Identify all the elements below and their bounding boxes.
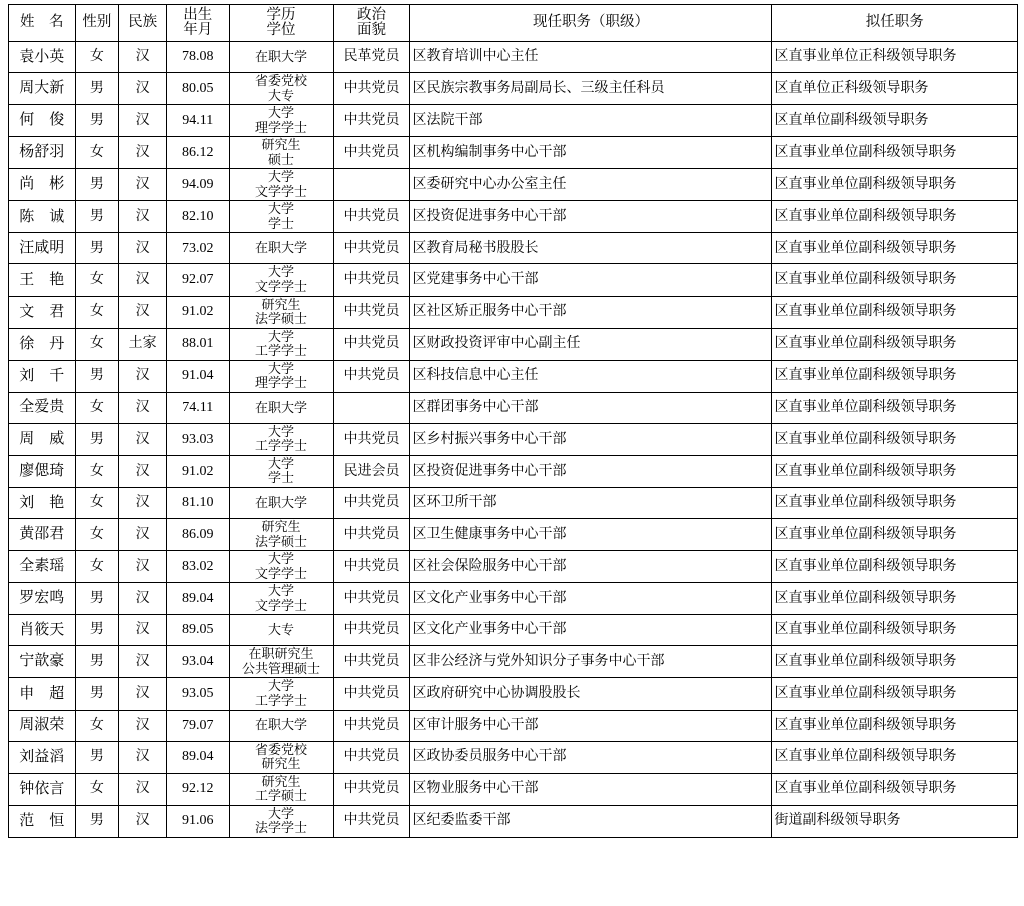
cell-sex: 男 <box>75 360 119 392</box>
cell-sex: 男 <box>75 423 119 455</box>
cell-name: 徐 丹 <box>9 328 76 360</box>
cell-birth-date: 94.09 <box>167 169 229 201</box>
cell-birth-date: 78.08 <box>167 42 229 73</box>
cell-current-position: 区政府研究中心协调股股长 <box>410 678 772 710</box>
cadre-appointment-table <box>8 4 1018 838</box>
header-line: 政治 <box>357 6 386 23</box>
cell-proposed-position: 区直事业单位副科级领导职务 <box>772 678 1018 710</box>
cell-ethnicity: 汉 <box>119 392 167 423</box>
table-row <box>9 201 1018 233</box>
table-header <box>9 5 1018 42</box>
table-row <box>9 455 1018 487</box>
cell-ethnicity: 汉 <box>119 423 167 455</box>
cell-name: 全爱贵 <box>9 392 76 423</box>
cell-sex: 女 <box>75 137 119 169</box>
cell-education <box>229 105 333 137</box>
cell-proposed-position: 区直事业单位副科级领导职务 <box>772 392 1018 423</box>
cell-birth-date: 83.02 <box>167 551 229 583</box>
cell-political-status: 中共党员 <box>333 583 410 615</box>
cell-current-position: 区环卫所干部 <box>410 488 772 519</box>
cell-proposed-position: 区直事业单位副科级领导职务 <box>772 328 1018 360</box>
cell-birth-date: 74.11 <box>167 392 229 423</box>
cell-name: 尚 彬 <box>9 169 76 201</box>
cell-name: 黄邵君 <box>9 519 76 551</box>
cell-ethnicity: 汉 <box>119 455 167 487</box>
education-line: 大学 <box>268 455 295 471</box>
header-line: 年月 <box>183 22 213 38</box>
cell-political-status: 中共党员 <box>333 678 410 710</box>
cell-sex: 男 <box>75 615 119 646</box>
cell-birth-date: 79.07 <box>167 710 229 741</box>
cell-current-position: 区财政投资评审中心副主任 <box>410 328 772 360</box>
cell-birth-date: 91.02 <box>167 296 229 328</box>
education-line: 大学 <box>268 678 295 694</box>
cell-sex: 女 <box>75 392 119 423</box>
cell-proposed-position: 区直事业单位副科级领导职务 <box>772 710 1018 741</box>
table-row <box>9 360 1018 392</box>
education-line: 学士 <box>268 470 295 486</box>
education-line: 理学学士 <box>255 375 308 391</box>
cell-birth-date: 89.04 <box>167 583 229 615</box>
cell-political-status: 中共党员 <box>333 615 410 646</box>
cell-proposed-position: 区直事业单位副科级领导职务 <box>772 360 1018 392</box>
education-line: 大学 <box>268 583 295 599</box>
cell-education <box>229 328 333 360</box>
cell-current-position: 区党建事务中心干部 <box>410 264 772 296</box>
cell-birth-date: 91.04 <box>167 360 229 392</box>
cell-sex: 女 <box>75 296 119 328</box>
education-line: 在职大学 <box>255 399 308 415</box>
cell-name: 袁小英 <box>9 42 76 73</box>
cell-name: 汪咸明 <box>9 233 76 264</box>
cell-education <box>229 73 333 105</box>
cell-current-position: 区投资促进事务中心干部 <box>410 201 772 233</box>
cell-current-position: 区乡村振兴事务中心干部 <box>410 423 772 455</box>
cell-proposed-position: 区直事业单位副科级领导职务 <box>772 646 1018 678</box>
education-line: 大学 <box>268 551 295 567</box>
cell-proposed-position: 区直事业单位副科级领导职务 <box>772 264 1018 296</box>
cell-ethnicity: 汉 <box>119 73 167 105</box>
cell-name: 范 恒 <box>9 805 76 837</box>
table-row <box>9 773 1018 805</box>
cell-birth-date: 93.05 <box>167 678 229 710</box>
cell-political-status: 中共党员 <box>333 296 410 328</box>
cell-proposed-position: 区直事业单位副科级领导职务 <box>772 488 1018 519</box>
cell-political-status: 中共党员 <box>333 519 410 551</box>
cell-sex: 男 <box>75 646 119 678</box>
table-row <box>9 328 1018 360</box>
cell-name: 宁歆豪 <box>9 646 76 678</box>
education-line: 文学学士 <box>255 565 308 581</box>
education-line: 在职大学 <box>255 494 308 510</box>
cell-ethnicity: 汉 <box>119 646 167 678</box>
table-row <box>9 488 1018 519</box>
cell-proposed-position: 区直事业单位副科级领导职务 <box>772 233 1018 264</box>
cell-sex: 男 <box>75 678 119 710</box>
cell-current-position: 区文化产业事务中心干部 <box>410 583 772 615</box>
cell-name: 罗宏鸣 <box>9 583 76 615</box>
cell-ethnicity: 汉 <box>119 551 167 583</box>
cell-education <box>229 583 333 615</box>
cell-name: 何 俊 <box>9 105 76 137</box>
cell-current-position: 区社会保险服务中心干部 <box>410 551 772 583</box>
cell-birth-date: 82.10 <box>167 201 229 233</box>
education-line: 大学 <box>268 201 295 217</box>
cell-current-position: 区教育局秘书股股长 <box>410 233 772 264</box>
education-line: 研究生 <box>261 519 301 535</box>
cell-education <box>229 710 333 741</box>
education-line: 文学学士 <box>255 597 308 613</box>
cell-proposed-position: 区直事业单位副科级领导职务 <box>772 455 1018 487</box>
education-line: 在职大学 <box>255 717 308 733</box>
cell-sex: 女 <box>75 328 119 360</box>
cell-sex: 男 <box>75 201 119 233</box>
cell-ethnicity: 汉 <box>119 201 167 233</box>
cell-political-status: 中共党员 <box>333 551 410 583</box>
table-body <box>9 42 1018 838</box>
header-line: 学历 <box>266 6 296 23</box>
education-line: 文学学士 <box>255 279 308 295</box>
education-line: 硕士 <box>268 151 295 167</box>
education-line: 研究生 <box>261 756 301 772</box>
column-header-ethnicity <box>119 5 167 42</box>
education-line: 法学硕士 <box>255 311 308 327</box>
cell-education <box>229 296 333 328</box>
column-header-current-position <box>410 5 772 42</box>
cell-sex: 男 <box>75 741 119 773</box>
cell-ethnicity: 汉 <box>119 296 167 328</box>
cell-education <box>229 678 333 710</box>
education-line: 大专 <box>268 87 295 103</box>
education-line: 工学学士 <box>255 692 308 708</box>
cell-education <box>229 360 333 392</box>
cell-ethnicity: 汉 <box>119 488 167 519</box>
cell-name: 刘益滔 <box>9 741 76 773</box>
cell-ethnicity: 汉 <box>119 169 167 201</box>
cell-birth-date: 92.07 <box>167 264 229 296</box>
table-row <box>9 423 1018 455</box>
education-line: 工学学士 <box>255 438 308 454</box>
cell-sex: 女 <box>75 551 119 583</box>
cell-name: 钟依言 <box>9 773 76 805</box>
column-header-sex <box>75 5 119 42</box>
table-row <box>9 551 1018 583</box>
cell-education <box>229 455 333 487</box>
column-header-proposed-position <box>772 5 1018 42</box>
cell-proposed-position: 区直事业单位副科级领导职务 <box>772 423 1018 455</box>
cell-proposed-position: 区直事业单位副科级领导职务 <box>772 137 1018 169</box>
cell-political-status: 中共党员 <box>333 710 410 741</box>
education-line: 省委党校 <box>255 741 308 757</box>
column-header-birth-date <box>167 5 229 42</box>
cell-political-status: 中共党员 <box>333 264 410 296</box>
cell-name: 廖偲琦 <box>9 455 76 487</box>
education-line: 在职研究生 <box>248 646 314 662</box>
cell-proposed-position: 区直事业单位正科级领导职务 <box>772 42 1018 73</box>
cell-sex: 男 <box>75 583 119 615</box>
cell-political-status: 民革党员 <box>333 42 410 73</box>
cell-birth-date: 91.02 <box>167 455 229 487</box>
cell-proposed-position: 区直事业单位副科级领导职务 <box>772 201 1018 233</box>
header-line: 现任职务（职级） <box>532 14 649 31</box>
column-header-education <box>229 5 333 42</box>
cell-sex: 男 <box>75 169 119 201</box>
cell-proposed-position: 区直事业单位副科级领导职务 <box>772 615 1018 646</box>
table-row <box>9 710 1018 741</box>
cell-education <box>229 551 333 583</box>
cell-birth-date: 93.04 <box>167 646 229 678</box>
cell-name: 全素瑶 <box>9 551 76 583</box>
table-row <box>9 646 1018 678</box>
table-row <box>9 678 1018 710</box>
cell-ethnicity: 汉 <box>119 710 167 741</box>
cell-proposed-position: 街道副科级领导职务 <box>772 805 1018 837</box>
table-row <box>9 105 1018 137</box>
table-row <box>9 233 1018 264</box>
cell-current-position: 区机构编制事务中心干部 <box>410 137 772 169</box>
cell-education <box>229 773 333 805</box>
cell-education <box>229 423 333 455</box>
cell-ethnicity: 汉 <box>119 137 167 169</box>
cell-ethnicity: 汉 <box>119 233 167 264</box>
table-row <box>9 73 1018 105</box>
cell-current-position: 区物业服务中心干部 <box>410 773 772 805</box>
table-row <box>9 615 1018 646</box>
cell-education <box>229 264 333 296</box>
cell-education <box>229 805 333 837</box>
cell-proposed-position: 区直事业单位副科级领导职务 <box>772 741 1018 773</box>
table-row <box>9 264 1018 296</box>
cell-sex: 女 <box>75 488 119 519</box>
cell-sex: 男 <box>75 233 119 264</box>
cell-political-status: 中共党员 <box>333 646 410 678</box>
cell-ethnicity: 汉 <box>119 519 167 551</box>
cell-birth-date: 91.06 <box>167 805 229 837</box>
education-line: 法学硕士 <box>255 533 308 549</box>
header-line: 拟任职务 <box>865 14 924 31</box>
header-row <box>9 5 1018 42</box>
table-row <box>9 741 1018 773</box>
education-line: 大学 <box>268 423 295 439</box>
cell-birth-date: 93.03 <box>167 423 229 455</box>
cell-current-position: 区民族宗教事务局副局长、三级主任科员 <box>410 73 772 105</box>
cell-birth-date: 80.05 <box>167 73 229 105</box>
cell-current-position: 区审计服务中心干部 <box>410 710 772 741</box>
cell-education <box>229 519 333 551</box>
cell-education <box>229 488 333 519</box>
cell-ethnicity: 汉 <box>119 42 167 73</box>
cell-sex: 女 <box>75 42 119 73</box>
cell-name: 周 威 <box>9 423 76 455</box>
cell-ethnicity: 汉 <box>119 583 167 615</box>
cell-political-status: 中共党员 <box>333 201 410 233</box>
cell-political-status: 中共党员 <box>333 137 410 169</box>
cell-birth-date: 86.09 <box>167 519 229 551</box>
cell-birth-date: 89.04 <box>167 741 229 773</box>
cell-birth-date: 89.05 <box>167 615 229 646</box>
cell-sex: 女 <box>75 519 119 551</box>
cell-political-status: 中共党员 <box>333 488 410 519</box>
cell-education <box>229 169 333 201</box>
table-row <box>9 137 1018 169</box>
cell-proposed-position: 区直单位正科级领导职务 <box>772 73 1018 105</box>
cell-political-status: 中共党员 <box>333 233 410 264</box>
cell-proposed-position: 区直事业单位副科级领导职务 <box>772 773 1018 805</box>
cell-birth-date: 88.01 <box>167 328 229 360</box>
education-line: 文学学士 <box>255 183 308 199</box>
cell-education <box>229 615 333 646</box>
table-row <box>9 296 1018 328</box>
cell-ethnicity: 汉 <box>119 615 167 646</box>
table-row <box>9 519 1018 551</box>
cell-current-position: 区社区矫正服务中心干部 <box>410 296 772 328</box>
cell-current-position: 区投资促进事务中心干部 <box>410 455 772 487</box>
cell-ethnicity: 汉 <box>119 805 167 837</box>
education-line: 法学学士 <box>255 820 308 836</box>
table-row <box>9 169 1018 201</box>
cell-birth-date: 81.10 <box>167 488 229 519</box>
education-line: 工学硕士 <box>255 788 308 804</box>
cell-sex: 女 <box>75 773 119 805</box>
cell-current-position: 区政协委员服务中心干部 <box>410 741 772 773</box>
cell-proposed-position: 区直事业单位副科级领导职务 <box>772 551 1018 583</box>
cell-political-status: 中共党员 <box>333 360 410 392</box>
cell-education <box>229 646 333 678</box>
cell-current-position: 区非公经济与党外知识分子事务中心干部 <box>410 646 772 678</box>
cell-political-status <box>333 392 410 423</box>
cell-birth-date: 86.12 <box>167 137 229 169</box>
education-line: 在职大学 <box>255 240 308 256</box>
cell-proposed-position: 区直事业单位副科级领导职务 <box>772 519 1018 551</box>
header-line: 面貌 <box>357 22 386 38</box>
header-line: 学位 <box>266 22 296 38</box>
column-header-name <box>9 5 76 42</box>
cell-name: 肖筱天 <box>9 615 76 646</box>
education-line: 大专 <box>268 622 295 638</box>
cell-ethnicity: 土家 <box>119 328 167 360</box>
education-line: 大学 <box>268 805 295 821</box>
cell-current-position: 区教育培训中心主任 <box>410 42 772 73</box>
cell-ethnicity: 汉 <box>119 105 167 137</box>
cell-political-status: 中共党员 <box>333 73 410 105</box>
education-line: 在职大学 <box>255 48 308 64</box>
cell-sex: 男 <box>75 805 119 837</box>
cell-political-status: 中共党员 <box>333 773 410 805</box>
education-line: 研究生 <box>261 296 301 312</box>
education-line: 理学学士 <box>255 119 308 135</box>
cell-current-position: 区科技信息中心主任 <box>410 360 772 392</box>
header-line: 姓 名 <box>20 14 64 31</box>
cell-current-position: 区文化产业事务中心干部 <box>410 615 772 646</box>
cell-ethnicity: 汉 <box>119 360 167 392</box>
cell-education <box>229 392 333 423</box>
cell-name: 杨舒羽 <box>9 137 76 169</box>
education-line: 大学 <box>268 264 295 280</box>
cell-ethnicity: 汉 <box>119 264 167 296</box>
cell-name: 陈 诚 <box>9 201 76 233</box>
cell-current-position: 区委研究中心办公室主任 <box>410 169 772 201</box>
cell-political-status: 中共党员 <box>333 741 410 773</box>
education-line: 工学学士 <box>255 343 308 359</box>
cell-education <box>229 233 333 264</box>
cell-proposed-position: 区直事业单位副科级领导职务 <box>772 169 1018 201</box>
cell-birth-date: 94.11 <box>167 105 229 137</box>
cell-sex: 女 <box>75 455 119 487</box>
cell-name: 刘 艳 <box>9 488 76 519</box>
table-row <box>9 583 1018 615</box>
header-line: 出生 <box>183 6 213 23</box>
cell-education <box>229 201 333 233</box>
cell-education <box>229 42 333 73</box>
cell-proposed-position: 区直事业单位副科级领导职务 <box>772 296 1018 328</box>
education-line: 研究生 <box>261 773 301 789</box>
table-row <box>9 42 1018 73</box>
column-header-political-status <box>333 5 410 42</box>
cell-current-position: 区纪委监委干部 <box>410 805 772 837</box>
education-line: 大学 <box>268 328 295 344</box>
cell-ethnicity: 汉 <box>119 678 167 710</box>
cell-current-position: 区法院干部 <box>410 105 772 137</box>
cell-ethnicity: 汉 <box>119 741 167 773</box>
cell-sex: 男 <box>75 105 119 137</box>
cell-birth-date: 92.12 <box>167 773 229 805</box>
cell-sex: 男 <box>75 73 119 105</box>
cell-sex: 女 <box>75 264 119 296</box>
cell-political-status: 中共党员 <box>333 105 410 137</box>
cell-political-status: 中共党员 <box>333 805 410 837</box>
education-line: 省委党校 <box>255 73 308 88</box>
cell-birth-date: 73.02 <box>167 233 229 264</box>
cell-current-position: 区卫生健康事务中心干部 <box>410 519 772 551</box>
cell-name: 文 君 <box>9 296 76 328</box>
education-line: 公共管理硕士 <box>242 660 321 676</box>
table-row <box>9 805 1018 837</box>
cell-sex: 女 <box>75 710 119 741</box>
cell-education <box>229 137 333 169</box>
cell-current-position: 区群团事务中心干部 <box>410 392 772 423</box>
cell-proposed-position: 区直事业单位副科级领导职务 <box>772 583 1018 615</box>
cell-political-status <box>333 169 410 201</box>
cell-ethnicity: 汉 <box>119 773 167 805</box>
cell-education <box>229 741 333 773</box>
cell-political-status: 中共党员 <box>333 328 410 360</box>
cell-name: 周淑荣 <box>9 710 76 741</box>
cell-political-status: 中共党员 <box>333 423 410 455</box>
cell-name: 周大新 <box>9 73 76 105</box>
cell-political-status: 民进会员 <box>333 455 410 487</box>
education-line: 大学 <box>268 105 295 121</box>
education-line: 大学 <box>268 169 295 185</box>
cell-name: 刘 千 <box>9 360 76 392</box>
header-line: 性别 <box>82 14 112 31</box>
cell-name: 申 超 <box>9 678 76 710</box>
education-line: 学士 <box>268 215 295 231</box>
table-row <box>9 392 1018 423</box>
cell-name: 王 艳 <box>9 264 76 296</box>
education-line: 研究生 <box>261 137 301 153</box>
education-line: 大学 <box>268 360 295 376</box>
header-line: 民族 <box>128 14 158 31</box>
cell-proposed-position: 区直单位副科级领导职务 <box>772 105 1018 137</box>
